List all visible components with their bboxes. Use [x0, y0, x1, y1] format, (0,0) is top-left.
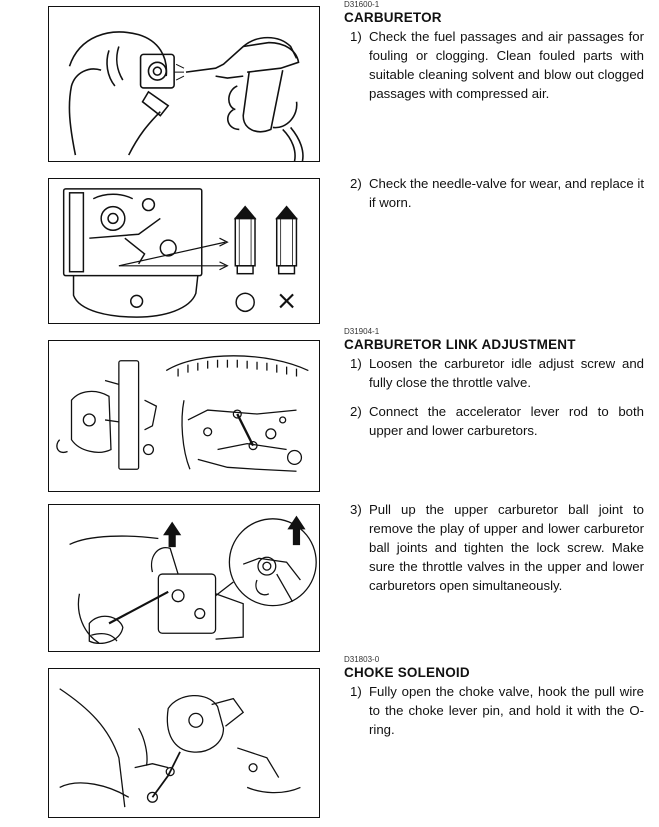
- step-text: Connect the accelerator lever rod to both upper and lower carburetors.: [369, 404, 644, 438]
- step-choke-1: [344, 682, 644, 739]
- step-number: 1): [350, 684, 362, 699]
- choke-solenoid-icon: [49, 669, 319, 817]
- figure-air-gun-cleaning: [48, 6, 320, 162]
- good-mark: ○: [233, 286, 257, 317]
- step-link-3: [344, 500, 644, 595]
- section-heading-link-adjustment: CARBURETOR LINK ADJUSTMENT: [344, 337, 576, 352]
- step-text: Check the fuel passages and air passages for fouling or clogging. Clean fouled parts with suitable cleaning solvent and blow out clogged passages with compressed air.: [369, 29, 644, 101]
- step-number: 1): [350, 356, 362, 371]
- step-link-1: [344, 354, 644, 392]
- section-heading-carburetor: CARBURETOR: [344, 10, 442, 25]
- step-text: Loosen the carburetor idle adjust screw and fully close the throttle valve.: [369, 356, 644, 390]
- step-number: 2): [350, 404, 362, 419]
- needle-valve-icon: [49, 179, 319, 323]
- section-code: D31904-1: [344, 327, 380, 336]
- step-text: Fully open the choke valve, hook the pull wire to the choke lever pin, and hold it with the O-ring.: [369, 684, 644, 737]
- section-heading-choke-solenoid: CHOKE SOLENOID: [344, 665, 470, 680]
- step-number: 2): [350, 176, 362, 191]
- section-code: D31803-0: [344, 655, 380, 664]
- ball-joint-adjustment-icon: [49, 505, 319, 651]
- figure-carburetor-linkage: [48, 340, 320, 492]
- step-number: 3): [350, 502, 362, 517]
- step-text: Check the needle-valve for wear, and replace it if worn.: [369, 176, 644, 210]
- figure-needle-valve: [48, 178, 320, 324]
- step-carburetor-2: [344, 174, 644, 212]
- figure-choke-solenoid: [48, 668, 320, 818]
- bad-mark: ×: [275, 286, 298, 317]
- figure-ball-joint-adjustment: [48, 504, 320, 652]
- section-code: D31600-1: [344, 0, 380, 9]
- step-carburetor-1: [344, 27, 644, 103]
- step-text: Pull up the upper carburetor ball joint to remove the play of upper and lower carburetor ball joints and tighten the lock screw. Make sure the throttle valves in the upper and lower carburetors open simultaneously.: [369, 502, 644, 593]
- step-number: 1): [350, 29, 362, 44]
- carburetor-linkage-icon: [49, 341, 319, 491]
- compressed-air-gun-icon: [49, 7, 319, 161]
- step-link-2: [344, 402, 644, 440]
